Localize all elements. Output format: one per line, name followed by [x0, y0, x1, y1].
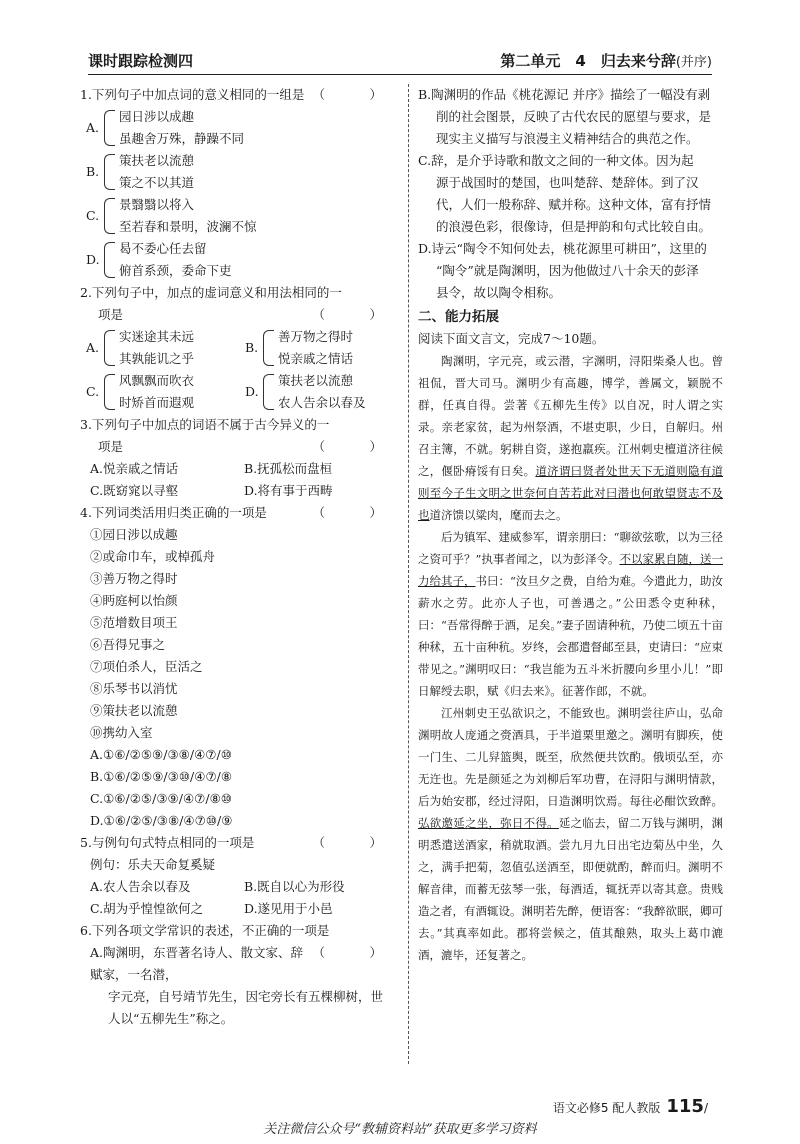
q6-b-line2: 削的社会图景，反映了古代农民的愿望与要求，是: [436, 109, 712, 124]
q6-a-line2: 字元亮，自号靖节先生，因宅旁长有五棵柳树，世: [108, 989, 384, 1004]
page-number: 115: [666, 1096, 704, 1117]
q6-d-line3: 县令，故以陶令相称。: [436, 285, 562, 300]
p1-underlined-sentence: 道济谓曰贤者处世天下无道则隐有道则至今子生文明之世奈何自苦若此对曰潜也何敢望贤志不及也: [418, 464, 724, 522]
q1-option-b[interactable]: B. 策扶老以流憩 策之不以其道: [86, 150, 398, 194]
p1-text-a: 陶渊明，字元亮，或云潜，字渊明，浔阳柴桑人也。曾祖侃，晋大司马。渊明少有高趣，博学，善属文，颖脱不群，任真自得。尝著《五柳先生传》以自况，时人谓之实录。亲老家贫，起为州祭酒，不堪吏职，少日，自解归。州召主簿，不就。躬耕自资，遂抱羸疾。江州刺史檀道济往候之，偃卧瘠馁有日矣。: [418, 354, 723, 478]
q2-option-b[interactable]: B. 善万物之得时 悦亲戚之情话: [245, 326, 398, 370]
q4-option-d[interactable]: D.①⑥/②⑤/③⑧/④⑦⑩/⑨: [90, 813, 233, 828]
q6-c-line3: 代，人们一般称辞、赋并称。这种文体，富有抒情: [436, 197, 712, 212]
header-right-title: [500, 50, 712, 71]
q4-item: ⑤范增数目项王: [90, 615, 178, 630]
question-1: [80, 84, 398, 282]
q6-stem: 6.下列各项文学常识的表述，不正确的一项是: [80, 923, 330, 938]
q3-stem-line1: 3.下列句子中加点的词语不属于古今异义的一: [80, 417, 330, 432]
q6-option-d[interactable]: [418, 238, 723, 304]
page-footer: [553, 1096, 708, 1117]
question-3: [80, 414, 398, 502]
q6-c-line1: C.辞，是介乎诗歌和散文之间的一种文体。因为起: [418, 153, 694, 168]
q5-option-c[interactable]: C.胡为乎惶惶欲何之: [90, 901, 204, 916]
q4-items: [90, 524, 398, 832]
header-unit-title: 第二单元 4 归去来兮辞: [500, 52, 676, 70]
q3-option-d[interactable]: D.将有事于西畴: [244, 483, 333, 498]
passage-paragraph-1: [418, 350, 723, 526]
q1-b-line1: 策扶老以流憩: [119, 153, 195, 168]
footer-watermark: 关注微信公众号“教辅资料站”获取更多学习资料: [263, 1122, 537, 1137]
q4-option-b[interactable]: B.①⑥/②⑤⑨/③⑩/④⑦/⑧: [90, 769, 233, 784]
header-rule: [88, 74, 712, 75]
section-2-intro: 阅读下面文言文，完成7～10题。: [418, 331, 605, 346]
q2-option-d[interactable]: D. 策扶老以流憩 农人告余以春及: [245, 370, 398, 414]
q4-option-a[interactable]: A.①⑥/②⑤⑨/③⑧/④⑦/⑩: [90, 747, 232, 762]
q1-stem: 1.下列句子中加点词的意义相同的一组是: [80, 87, 305, 102]
p2-text-a: 后为镇军、建威参军，谓亲朋曰：“聊欲弦歌，以为三径之资可乎？”执事者闻之，以为彭泽令。: [418, 530, 723, 566]
q4-option-c[interactable]: C.①⑥/②⑤/③⑨/④⑦/⑧⑩: [90, 791, 232, 806]
q5-stem: 5.与例句句式特点相同的一项是: [80, 835, 255, 850]
right-column: [418, 84, 723, 966]
q4-item: ⑩携幼入室: [90, 725, 153, 740]
column-divider: [408, 84, 409, 1064]
left-column: [80, 84, 398, 1030]
p2-underlined-sentence: 不以家累自随，送一力给其子，: [418, 552, 723, 588]
q1-a-line2: 虽趣舍万殊，静躁不同: [119, 131, 245, 146]
q1-d-line2: 俯首系颈，委命下吏: [119, 263, 232, 278]
passage-paragraph-2: [418, 526, 723, 702]
q3-answer-paren[interactable]: （ ）: [312, 439, 398, 454]
passage-paragraph-3: [418, 702, 723, 966]
q2-c-line2: 时矫首而遐观: [119, 395, 195, 410]
q4-item: ②或命巾车，或棹孤舟: [90, 549, 216, 564]
q4-item: ⑦项伯杀人，臣活之: [90, 659, 203, 674]
page-header: [48, 48, 752, 72]
q2-option-c[interactable]: C. 风飘飘而吹衣 时矫首而遐观: [86, 370, 239, 414]
q5-answer-paren[interactable]: （ ）: [312, 835, 398, 850]
q4-item: ⑧乐琴书以消忧: [90, 681, 178, 696]
q3-option-b[interactable]: B.抚孤松而盘桓: [244, 461, 333, 476]
q4-item: ①园日涉以成趣: [90, 527, 178, 542]
q1-option-d[interactable]: D. 曷不委心任去留 俯首系颈，委命下吏: [86, 238, 398, 282]
q6-option-b[interactable]: [418, 84, 723, 150]
q6-d-line1: D.诗云“陶令不知何处去，桃花源里可耕田”，这里的: [418, 241, 707, 256]
q2-stem-line2: 项是: [98, 307, 124, 322]
p3-underlined-sentence: 弘欲邀延之坐，弥日不得。: [418, 816, 559, 830]
q1-option-c[interactable]: C. 景翳翳以将入 至若春和景明，波澜不惊: [86, 194, 398, 238]
q2-a-line2: 其孰能讥之乎: [119, 351, 195, 366]
q2-d-line2: 农人告余以春及: [278, 395, 366, 410]
q3-option-a[interactable]: A.悦亲戚之情话: [90, 461, 179, 476]
q2-stem-line1: 2.下列句子中，加点的虚词意义和用法相同的一: [80, 285, 342, 300]
q5-option-b[interactable]: B.既自以心为形役: [244, 879, 345, 894]
q6-option-c[interactable]: [418, 150, 723, 238]
q2-b-line2: 悦亲戚之情话: [278, 351, 354, 366]
p3-text-c: 延之临去，留二万钱与渊明，渊明悉遣送酒家，稍就取酒。尝九月九日出宅边菊丛中坐，久之，满手把菊，忽值弘送酒至，即便就酌，醉而归。渊明不解音律，而蓄无弦琴一张，每酒适，辄抚弄以寄其意。贵贱造之者，有酒辄设。渊明若先醉，便语客：“我醉欲眠，卿可去。”其真率如此。郡将尝候之，值其酿熟，取头上葛巾漉酒，漉毕，还复著之。: [418, 816, 724, 962]
q6-a-line3: 人以“五柳先生”称之。: [108, 1011, 234, 1026]
q6-b-line3: 现实主义描写与浪漫主义精神结合的典范之作。: [436, 131, 699, 146]
q2-c-line1: 风飘飘而吹衣: [119, 373, 195, 388]
q2-option-a[interactable]: A. 实迷途其未远 其孰能讥之乎: [86, 326, 239, 370]
q6-c-line4: 的浪漫色彩，很像诗，但是押韵和句式比较自由。: [436, 219, 712, 234]
question-6: [80, 920, 398, 1030]
footer-book-label: 语文必修5 配人教版: [552, 1101, 661, 1115]
q1-answer-paren[interactable]: （ ）: [312, 87, 398, 102]
q4-stem: 4.下列词类活用归类正确的一项是: [80, 505, 267, 520]
section-2-title: 二、能力拓展: [418, 309, 499, 325]
q5-option-a[interactable]: A.农人告余以春及: [90, 879, 191, 894]
q2-answer-paren[interactable]: （ ）: [312, 307, 398, 322]
q2-b-line1: 善万物之得时: [278, 329, 354, 344]
footer-slash: /: [703, 1101, 708, 1115]
q6-c-line2: 源于战国时的楚国，也叫楚辞、楚辞体。到了汉: [436, 175, 699, 190]
q3-stem-line2: 项是: [98, 439, 124, 454]
q5-example: 例句：乐夫天命复奚疑: [90, 857, 216, 872]
q6-a-line1: A.陶渊明，东晋著名诗人、散文家、辞赋家，一名潜，: [90, 945, 304, 982]
q4-answer-paren[interactable]: （ ）: [312, 505, 398, 520]
p3-text-a: 江州刺史王弘欲识之，不能致也。渊明尝往庐山，弘命渊明故人庞通之赍酒具，于半道栗里邀之。渊明有脚疾，使一门生、二儿舁篮舆，既至，欣然便共饮酌。俄顷弘至，亦无迕也。先是颜延之为刘柳后军功曹，在浔阳与渊明情款，后为始安郡，经过浔阳，日造渊明饮焉。每往必酣饮致醉。: [418, 706, 723, 808]
q6-d-line2: “陶令”就是陶渊明，因为他做过八十余天的彭泽: [436, 263, 699, 278]
q5-option-d[interactable]: D.遂见用于小邑: [244, 901, 333, 916]
q2-a-line1: 实迷途其未远: [119, 329, 195, 344]
q3-option-c[interactable]: C.既窈窕以寻壑: [90, 483, 179, 498]
q4-item: ⑨策扶老以流憩: [90, 703, 178, 718]
q4-item: ⑥吾得兄事之: [90, 637, 166, 652]
q1-c-line1: 景翳翳以将入: [119, 197, 195, 212]
q1-d-line1: 曷不委心任去留: [119, 241, 207, 256]
question-5: [80, 832, 398, 920]
q6-answer-paren[interactable]: （ ）: [312, 945, 398, 960]
p1-text-c: 道济馈以粱肉，麾而去之。: [429, 508, 568, 522]
q2-d-line1: 策扶老以流憩: [278, 373, 354, 388]
q1-a-line1: 园日涉以成趣: [119, 109, 195, 124]
q6-b-line1: B.陶渊明的作品《桃花源记 并序》描绘了一幅没有剥: [418, 87, 711, 102]
header-subtitle: (并序): [675, 55, 712, 70]
header-left-title: 课时跟踪检测四: [88, 52, 194, 70]
q4-item: ③善万物之得时: [90, 571, 178, 586]
p2-text-c: 书曰：“汝旦夕之费，自给为难。今遣此力，助汝薪水之劳。此亦人子也，可善遇之。”公田悉令吏种秫，曰：“吾常得醉于酒，足矣。”妻子固请种秔，乃使二顷五十亩种秫，五十亩种秔。岁终，会郡遣督邮至县，吏请曰：“应束带见之。”渊明叹曰：“我岂能为五斗米折腰向乡里小儿！”即日解绶去职，赋《归去来》。征著作郎，不就。: [418, 574, 724, 698]
question-2: [80, 282, 398, 414]
q1-c-line2: 至若春和景明，波澜不惊: [119, 219, 257, 234]
q4-item: ④眄庭柯以怡颜: [90, 593, 178, 608]
q1-option-a[interactable]: A. 园日涉以成趣 虽趣舍万殊，静躁不同: [86, 106, 398, 150]
question-4: [80, 502, 398, 832]
q1-b-line2: 策之不以其道: [119, 175, 195, 190]
